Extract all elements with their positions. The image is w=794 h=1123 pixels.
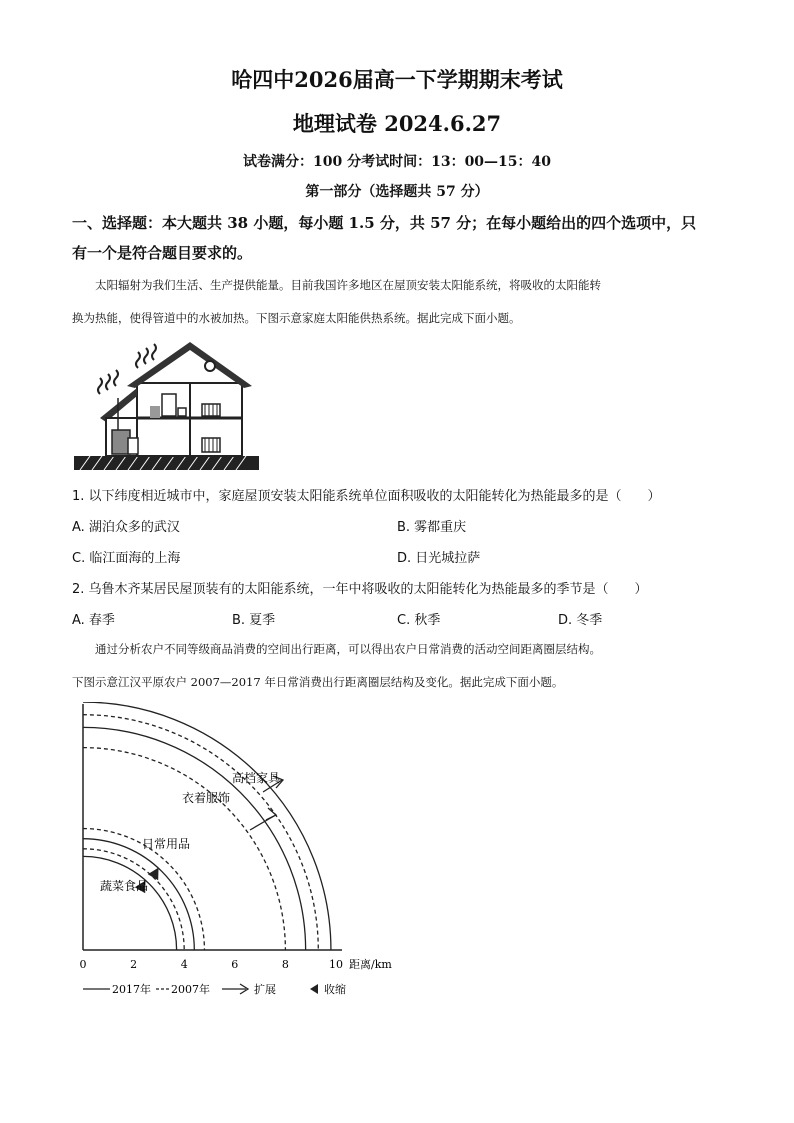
ring-0-y2017 [83,856,177,950]
tick-6: 6 [231,958,239,971]
legend-expand: 扩展 [254,983,276,996]
legend-2007: 2007年 [171,983,210,996]
ring-0-y2007 [83,849,184,950]
part-heading: 第一部分（选择题共 57 分） [305,184,489,200]
material2-line1: 通过分析农户不同等级商品消费的空间出行距离，可以得出农户日常消费的活动空间距离圈层结构。 [95,642,601,656]
legend-2017: 2017年 [112,983,151,996]
label-clothing: 衣着服饰 [182,791,231,805]
q1-option-d[interactable]: D. 日光城拉萨 [397,551,481,566]
exam-title: 哈四中2026届高一下学期期末考试 [231,67,563,92]
exam-meta: 试卷满分：100 分考试时间：13：00—15：40 [242,154,552,170]
tick-10: 10 [329,958,343,971]
q2-option-b[interactable]: B. 夏季 [232,613,276,628]
tick-2: 2 [130,958,138,971]
tick-4: 4 [180,958,188,971]
q1-option-b[interactable]: B. 雾都重庆 [397,520,467,535]
question-2-stem: 2. 乌鲁木齐某居民屋顶装有的太阳能系统，一年中将吸收的太阳能转化为热能最多的季节是（ ） [72,582,648,597]
solar-house-illustration [72,338,262,474]
legend-shrink: 收缩 [324,983,346,996]
question-1-stem: 1. 以下纬度相近城市中，家庭屋顶安装太阳能系统单位面积吸收的太阳能转化为热能最多的是（ ） [72,489,661,504]
q1-option-c[interactable]: C. 临江面海的上海 [72,551,181,566]
q1-option-a[interactable]: A. 湖泊众多的武汉 [72,520,180,535]
legend-triangle-icon [310,984,318,994]
label-vegetables: 蔬菜食品 [100,879,149,893]
consumption-distance-diagram [70,702,410,1002]
section-instruction-line2: 有一个是符合题目要求的。 [72,244,253,262]
ground-hatch [74,456,259,470]
material1-line2: 换为热能，使得管道中的水被加热。下图示意家庭太阳能供热系统。据此完成下面小题。 [72,311,521,325]
shrink-marker-daily-goods [148,865,164,881]
ring-1-y2017 [83,839,194,950]
label-daily-goods: 日常用品 [142,837,191,851]
ring-2-y2017 [83,727,306,950]
q2-option-d[interactable]: D. 冬季 [558,613,603,628]
q2-option-a[interactable]: A. 春季 [72,613,115,628]
ring-3-y2007 [83,715,318,950]
material2-line2: 下图示意江汉平原农户 2007—2017 年日常消费出行距离圈层结构及变化。据此完成下面小题。 [72,675,564,689]
label-furniture: 高档家具 [232,771,281,785]
tick-0: 0 [79,958,87,971]
material1-line1: 太阳辐射为我们生活、生产提供能量。目前我国许多地区在屋顶安装太阳能系统，将吸收的太阳能转 [95,278,601,292]
ring-3-y2017 [83,702,331,950]
tick-8: 8 [281,958,289,971]
axis-unit-label: 距离/km [349,958,392,971]
exam-subtitle: 地理试卷 2024.6.27 [292,111,502,136]
section-instruction-line1: 一、选择题：本大题共 38 小题，每小题 1.5 分，共 57 分；在每小题给出的四个选项中，只 [72,214,697,232]
q2-option-c[interactable]: C. 秋季 [397,613,441,628]
